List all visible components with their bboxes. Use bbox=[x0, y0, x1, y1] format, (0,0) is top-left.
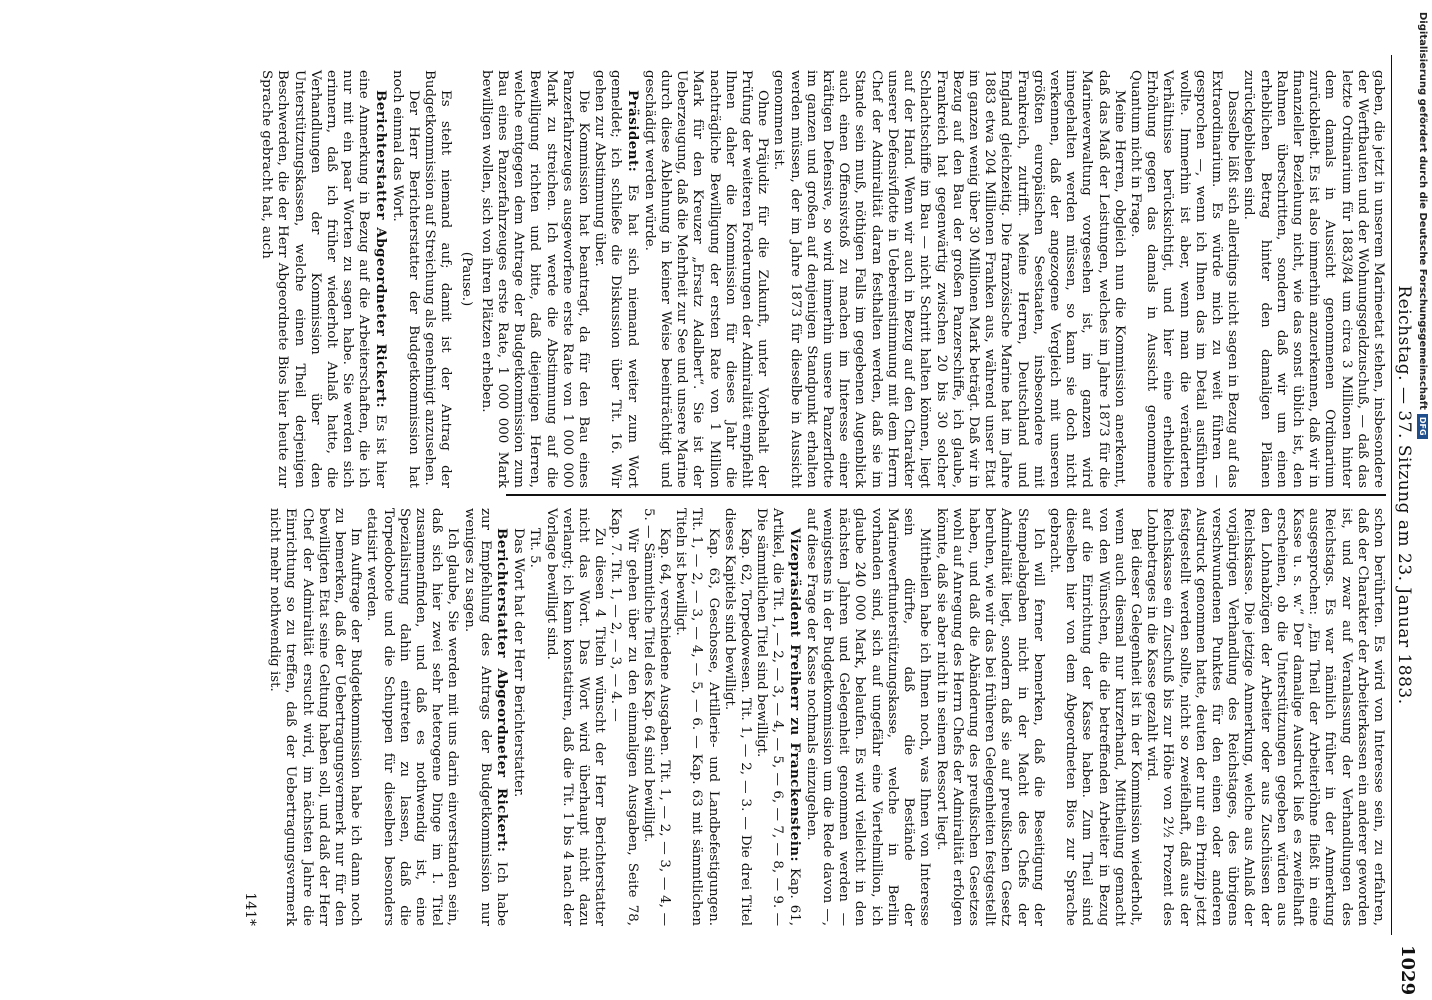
paragraph: Tit. 5. bbox=[527, 528, 543, 568]
speech-text: Ich habe zur Empfehlung des Antrags der Budgetkommission nur weniges zu sagen. bbox=[461, 508, 510, 926]
paragraph: Die Kommission hat beantragt, da für den Bau eines Panzerfahrzeuges ausgeworfene erste Rate von 1 000 000 Mark zu streichen. Ich werde die Abstimmung auf die Bewilligung richten und bitte, daß diejenigen Herren, welche entgegen dem Antrage der Budgetkommission zum Bau eines Panzerfahrzeuges erste Rate, 1 000 000 Mark bewilligen wollen, sich von ihren Plätzen erheben. bbox=[478, 70, 592, 488]
paragraph: Bei dieser Gelegenheit ist in der Kommission wiederholt, wenn auch diesmal nur kurzerhand, Mittheilung gemacht von den Wünschen, die die betreffenden Arbeiter in Bezug auf die Einrichtung der Kasse haben. Zum Theil sind dieselben hier von dem Abgeordneten Bios zur Sprache gebracht. bbox=[1046, 508, 1143, 926]
paragraph: Ohne Präjudiz für die Zukunft, unter Vorbehalt der Prüfung der weiteren Forderungen der Admiralität empfiehlt Ihnen daher die Kommission für dieses Jahr die nachträgliche Bewilligung der ersten Rate von 1 Million Mark für den Kreuzer „Ersatz Adalbert“. Sie ist der Ueberzeugung, daß die Mehrheit zur See und unsere Marine durch diese Ablehnung in keiner Weise beeinträchtigt und geschädigt werden würde. bbox=[641, 70, 771, 488]
credit-text: Digitalisierung gefördert durch die Deutsche Forschungsgemeinschaft bbox=[1417, 12, 1428, 410]
running-head: Reichstag. — 37. Sitzung am 23. Januar 1883. bbox=[1391, 55, 1424, 935]
speech-paragraph bbox=[460, 508, 510, 926]
paragraph: Kap. 62, Torpedowesen. Tit. 1, — 2, — 3. — Die drei Titel dieses Kapitels sind bewilligt. bbox=[721, 508, 754, 926]
speech-text: Es ist hier eine Anmerkung in Bezug auf die Arbeiterschaften, die ich nur mit ein paar Worten zu sagen habe. Sie werden sich erinnern, daß ich früher wiederholt Anlaß hatte, die Verhandlungen der Kommission über den Unterstützungskassen, welche einen Theil derjenigen Beschwerden, die der Herr Abgeordnete Bios hier heute zur Sprache gebracht hat, auch bbox=[259, 70, 388, 488]
speech-text: Es hat sich niemand weiter zum Wort gemeldet; ich schließe die Diskussion über Tit. 16. Wir gehen zur Abstimmung über. bbox=[592, 70, 640, 488]
sheet-signature: 141* bbox=[241, 892, 258, 926]
paragraph: Im Auftrage der Budgetkommission habe ich dann noch zu bemerken, daß der Uebertragungsvermerk nur für den bewilligten Etat seine Geltung haben soll, und daß der Herr Chef der Admiralität ersucht wird, im nächsten Jahre die Einrichtung so zu treffen, daß der Uebertragungsvermerk nicht mehr nothwendig ist. bbox=[267, 508, 364, 926]
speaker-name: Berichterstatter Abgeordneter Rickert: bbox=[494, 528, 511, 853]
page-number: 1029 bbox=[1397, 945, 1418, 996]
dfg-logo: DFG bbox=[1417, 414, 1428, 439]
paragraph: Zu diesen 4 Titeln wünscht der Herr Berichterstatter nicht das Wort. Das Wort wird überhaupt nicht dazu verlangt; ich kann konstatiren, daß die Tit. 1 bis 4 nach der Vorlage bewilligt sind. bbox=[543, 508, 608, 926]
speech-paragraph bbox=[753, 508, 803, 926]
paragraph: Der Herr Berichterstatter der Budgetkommission hat noch einmal das Wort. bbox=[389, 70, 422, 488]
speech-text: Kap. 61, Artikel, die Tit. 1, — 2, — 3, — 4, — 5, — 6, — 7, — 8, — 9. — Die sämmtlichen Titel sind bewilligt. bbox=[754, 508, 802, 927]
left-column bbox=[258, 70, 1386, 488]
speech-paragraph bbox=[258, 70, 389, 488]
paragraph: Kap. 63, Geschosse, Artillerie- und Landbefestigungen. Tit. 1, — 2, — 3, — 4, — 5, — 6. — Kap. 63 mit sämmtlichen Titeln ist bewilligt. bbox=[673, 508, 721, 926]
credit-line bbox=[1417, 12, 1428, 988]
paragraph: Meine Herren, obgleich nun die Kommission anerkennt, daß das Maß der Leistungen, welches im Jahre 1873 für die Marineverwaltung vorgesehen ist, im ganzen wird innegehalten werden müssen, so kann sie doch nicht verkennen, daß der angezogene Vergleich mit unseren größten europäischen Seestaaten, insbesondere mit Frankreich, zutrifft. Meine Herren, Deutschland und England gleichzeitig. Die französische Marine hat im Jahre 1883 etwa 204 Millionen Franken aus, während unser Etat im ganzen wenig über 30 Millionen Mark beträgt. Daß wir in Bezug auf den Bau der großen Panzerschiffe, ich glaube, Frankreich hat gegenwärtig zwischen 20 bis 30 solcher Schlachtschiffe im Bau — nicht Schritt halten können, liegt auf der Hand. Wenn wir auch in Bezug auf den Charakter unserer Defensivflotte in Uebereinstimmung mit dem Herrn Chef der Admiralität daran festhalten werden, daß sie im Stande sein muß, nöthigen Falls im gegebenen Augenblick auch einen Offensivstoß zu machen im Interesse einer kräftigen Defensive, so wird immerhin unsere Panzerflotte im ganzen und großen auf denjenigen Standpunkt erhalten werden müssen, der im Jahre 1873 für dieselbe in Aussicht genommen ist. bbox=[771, 70, 1127, 488]
speech-paragraph bbox=[591, 70, 641, 488]
column-divider bbox=[506, 494, 1386, 496]
speaker-name: Berichterstatter Abgeordneter Rickert: bbox=[372, 90, 389, 409]
paragraph: Ich will ferner bemerken, daß die Beseitigung der Stempelabgaben nicht in der Macht des Chefs der Admiralität liegt, sondern daß sie auf preußischen Gesetz beruhen, wie wir das bei früheren Gelegenheiten festgestellt haben, und daß die Abänderung des preußischen Gesetzes wohl auf Anregung des Herrn Chefs der Admiralität erfolgen könnte, daß sie aber nicht in seinem Ressort liegt. bbox=[933, 508, 1046, 926]
paragraph: Das Wort hat der Herr Berichterstatter. bbox=[511, 528, 527, 798]
speaker-name: Präsident: bbox=[624, 90, 641, 173]
paragraph: Wir gehen über zu den einmaligen Ausgaben, Seite 78, Kap. 7. Tit. 1, — 2, — 3, — 4. — bbox=[608, 508, 640, 926]
digitization-credit bbox=[1414, 12, 1428, 988]
paragraph: Es steht niemand auf; damit ist der Antrag der Budgetkommission auf Streichung als genehmigt anzusehen. bbox=[422, 70, 454, 488]
speaker-name: Vizepräsident Freiherr zu Franckenstein: bbox=[786, 528, 803, 862]
paragraph: gaben, die jetzt in unserem Marineetat stehen, insbesondere der Werftbauten und der Wohnungsgeldzuschuß, — daß das letzte Ordinarium für 1883/84 um circa 3 Millionen hinter dem damals in Aussicht genommenen Ordinarium zurückbleibt. Es ist also immerhin anzuerkennen, daß wir in finanzieller Beziehung nicht, wie das sonst üblich ist, den Rahmen überschritten, sondern daß wir um einen erheblichen Betrag hinter den damaligen Plänen zurückgeblieben sind. bbox=[1241, 70, 1386, 488]
paragraph: Dasselbe läßt sich allerdings nicht sagen in Bezug auf das Extraordinarium. Es würde mich zu weit führen — gesprochen —, wenn ich Ihnen das im Detail ausführen wollte. Immerhin ist aber, wenn man die veränderten Verhältnisse berücksichtigt, und hier eine erhebliche Erhöhung gegen das damals in Aussicht genommene Quantum nicht in Frage. bbox=[1127, 70, 1241, 488]
paragraph: schon berührten. Es wird von Interesse sein, zu erfahren, daß der Charakter der Arbeiterkassen ein anderer geworden ist, und zwar auf Veranlassung der Verhandlungen des Reichstags. Es war nämlich früher in der Anmerkung ausgesprochen: „Ein Theil der Arbeiterlöhne fließt in eine Kasse u. s. w.“ Der damalige Ausdruck ließ es zweifelhaft erscheinen, ob die Unterstützungen gegeben würden aus den Lohnabzügen der Arbeiter oder aus Zuschüssen der Reichskasse. Die jetzige Anmerkung, welche aus Anlaß der vorjährigen Verhandlung des Reichstages, des übrigens verschwundenen Punktes für den einen oder anderen Ausdruck genommen hatte, deuten der nur ein Prinzip jetzt festgestellt werden sollte, nicht so zweifelhaft, daß aus der Reichskasse ein Zuschuß bis zur Höhe von 2½ Prozent des Lohnbetrages in die Kasse gezahlt wird. bbox=[1144, 508, 1386, 926]
stage-direction: (Pause.) bbox=[458, 251, 474, 307]
paragraph: Kap. 64, verschiedene Ausgaben. Tit. 1, — 2, — 3, — 4, — 5. — Sämmtliche Titel des Kap. 64 sind bewilligt. bbox=[640, 508, 673, 926]
right-column bbox=[242, 508, 1386, 926]
paragraph: Ich glaube, Sie werden mit uns darin einverstanden sein, daß sich hier zwei sehr heterogene Dinge im 1. Titel zusammenfinden, und daß es nothwendig ist, eine Spezialisirung dahin eintreten zu lassen, daß die Torpedoboote und die Schuppen für dieselben besonders etatisirt werden. bbox=[364, 508, 461, 926]
paragraph: Mittheilen habe ich Ihnen noch, was Ihnen von Interesse sein dürfte, daß die Bestände der Marinewerftunterstützungskasse, welche in Berlin vorhanden sind, sich auf ungefähr eine Viertelmillion, ich glaube 240 000 Mark, belaufen. Es wird vielleicht in den nächsten Jahren und Gelegenheit genommen werden — wenigstens in der Budgetkommission um die Rede davon —, auf diese Frage der Kasse nochmals einzugehen. bbox=[803, 508, 933, 926]
